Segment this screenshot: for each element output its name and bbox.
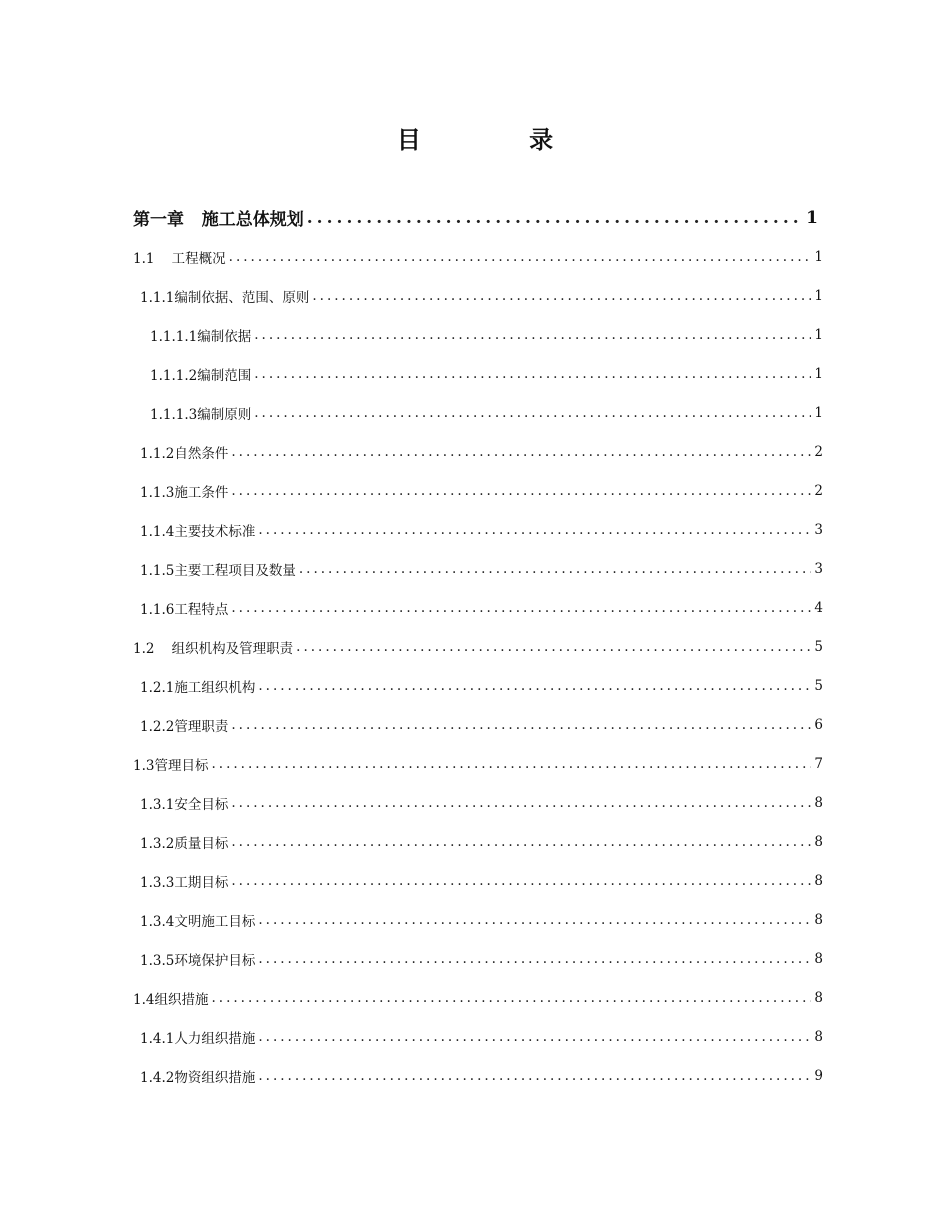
toc-entry-label: 1.3.4文明施工目标 [140,913,256,930]
leader-dots [211,756,811,772]
toc-entry-label: 1.2 组织机构及管理职责 [133,640,294,657]
toc-page-number: 3 [814,560,823,577]
toc-page-number: 7 [814,755,823,772]
leader-dots [231,795,811,811]
toc-page-number: 8 [814,911,823,928]
toc-entry-label: 1.3.2质量目标 [140,835,229,852]
toc-entry-label: 1.3.3工期目标 [140,874,229,891]
leader-dots [231,873,811,889]
toc-entry-label: 1.1.1.2编制范围 [150,367,252,384]
leader-dots [258,522,811,538]
leader-dots [211,990,811,1006]
toc-page-number: 8 [814,950,823,967]
leader-dots [258,678,811,694]
toc-page-number: 6 [814,716,823,733]
toc-entry-1-1-2[interactable] [0,432,950,471]
toc-entry-1-3-1[interactable] [0,783,950,822]
toc-entry-label: 1.1.3施工条件 [140,484,229,501]
leader-dots [231,483,811,499]
leader-dots [231,834,811,850]
toc-page-number: 8 [814,794,823,811]
toc-entry-1-2-1[interactable] [0,666,950,705]
toc-entry-1-1-1-3[interactable] [0,393,950,432]
toc-page-number: 2 [814,443,823,460]
toc-page-number: 1 [806,207,818,228]
toc-entry-1-1-3[interactable] [0,471,950,510]
toc-entry-1-3[interactable] [0,744,950,783]
toc-entry-label: 1.3管理目标 [133,757,209,774]
toc-entry-label: 1.2.2管理职责 [140,718,229,735]
toc-page-number: 3 [814,521,823,538]
toc-page-number: 1 [814,248,823,265]
toc-page-number: 5 [814,677,823,694]
toc-entry-label: 1.2.1施工组织机构 [140,679,256,696]
toc-page-number: 5 [814,638,823,655]
toc-entry-chapter-1[interactable] [0,198,950,237]
toc-entry-1-1-5[interactable] [0,549,950,588]
toc-entry-label: 1.3.1安全目标 [140,796,229,813]
toc-entry-1-2[interactable] [0,627,950,666]
leader-dots [307,208,803,228]
toc-page-number: 8 [814,989,823,1006]
leader-dots [231,600,811,616]
toc-entry-1-4-1[interactable] [0,1017,950,1056]
toc-page-number: 8 [814,833,823,850]
toc-entry-1-3-2[interactable] [0,822,950,861]
toc-entry-label: 1.1.4主要技术标准 [140,523,256,540]
toc-entry-1-4-2[interactable] [0,1056,950,1095]
toc-entry-1-1[interactable] [0,237,950,276]
toc-page-number: 8 [814,1028,823,1045]
toc-page-number: 1 [814,404,823,421]
toc-entry-1-4[interactable] [0,978,950,1017]
leader-dots [258,1068,811,1084]
leader-dots [258,1029,811,1045]
toc-entry-1-1-6[interactable] [0,588,950,627]
table-of-contents [0,198,950,1095]
toc-entry-label: 1.1.6工程特点 [140,601,229,618]
toc-entry-label: 1.1.1.1编制依据 [150,328,252,345]
toc-entry-1-3-4[interactable] [0,900,950,939]
toc-entry-label: 1.1.1.3编制原则 [150,406,252,423]
toc-entry-label: 第一章 施工总体规划 [133,210,304,230]
leader-dots [254,405,811,421]
leader-dots [254,327,811,343]
toc-page-number: 2 [814,482,823,499]
leader-dots [254,366,811,382]
toc-entry-1-3-3[interactable] [0,861,950,900]
toc-page-number: 1 [814,365,823,382]
toc-page-number: 8 [814,872,823,889]
leader-dots [231,717,811,733]
toc-entry-label: 1.1 工程概况 [133,250,226,267]
toc-page-number: 9 [814,1067,823,1084]
toc-entry-label: 1.1.5主要工程项目及数量 [140,562,296,579]
toc-entry-1-3-5[interactable] [0,939,950,978]
leader-dots [258,912,811,928]
leader-dots [296,639,811,655]
leader-dots [231,444,811,460]
toc-entry-1-1-1-1[interactable] [0,315,950,354]
toc-entry-label: 1.4组织措施 [133,991,209,1008]
leader-dots [312,288,811,304]
toc-entry-label: 1.1.1编制依据、范围、原则 [140,289,310,306]
toc-title: 目 录 [396,125,604,154]
leader-dots [229,249,812,265]
leader-dots [258,951,811,967]
toc-entry-1-2-2[interactable] [0,705,950,744]
toc-entry-label: 1.1.2自然条件 [140,445,229,462]
toc-entry-label: 1.4.2物资组织措施 [140,1069,256,1086]
toc-entry-label: 1.4.1人力组织措施 [140,1030,256,1047]
toc-entry-1-1-4[interactable] [0,510,950,549]
toc-page-number: 4 [814,599,823,616]
toc-page-number: 1 [814,326,823,343]
toc-entry-1-1-1-2[interactable] [0,354,950,393]
toc-page-number: 1 [814,287,823,304]
toc-entry-1-1-1[interactable] [0,276,950,315]
toc-entry-label: 1.3.5环境保护目标 [140,952,256,969]
leader-dots [299,561,812,577]
